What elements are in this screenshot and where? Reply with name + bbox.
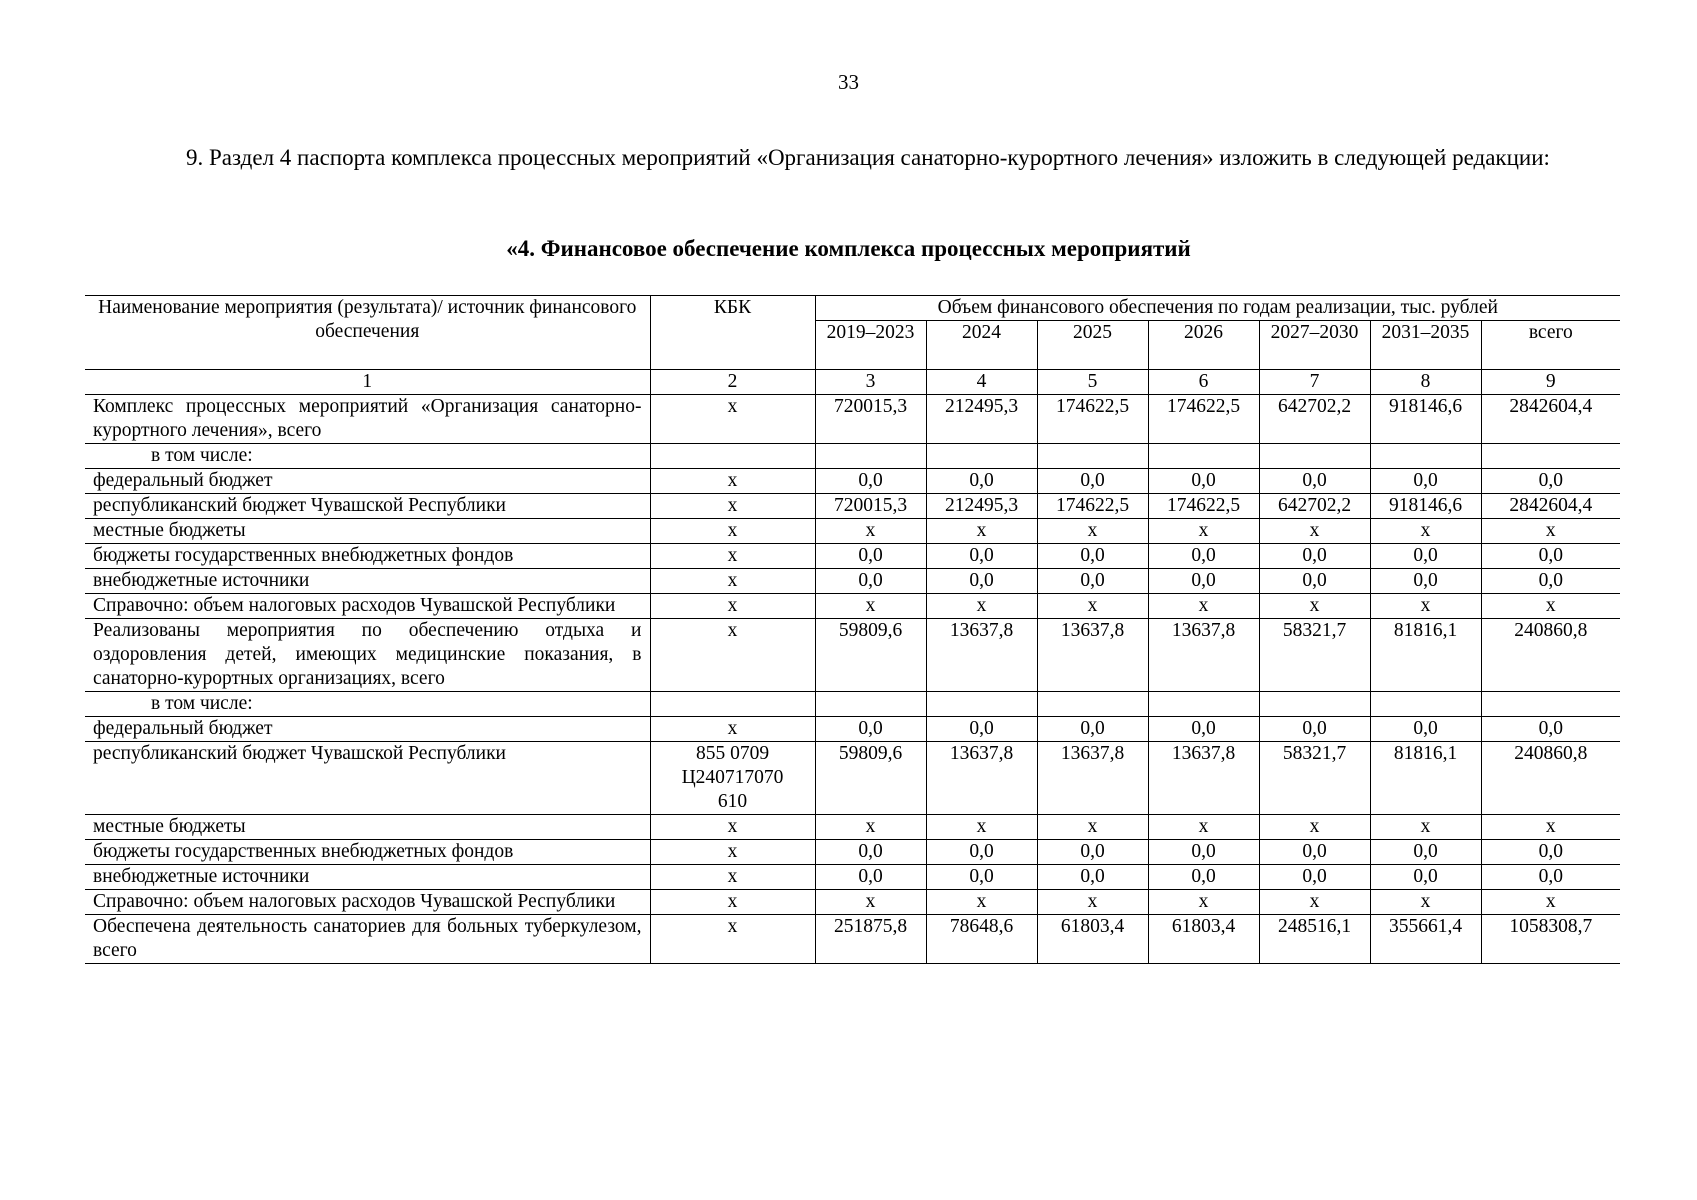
header-row [85, 296, 1620, 321]
row-value: х [926, 594, 1037, 619]
row-value: 0,0 [1481, 865, 1620, 890]
row-value: 0,0 [1148, 840, 1259, 865]
row-value: 174622,5 [1037, 494, 1148, 519]
row-value [926, 444, 1037, 469]
column-number: 4 [926, 370, 1037, 395]
row-value: х [1148, 519, 1259, 544]
column-number: 6 [1148, 370, 1259, 395]
row-value: 0,0 [926, 840, 1037, 865]
row-value: 0,0 [926, 865, 1037, 890]
row-value: 0,0 [1370, 865, 1481, 890]
row-value: 0,0 [1370, 717, 1481, 742]
row-value: 1058308,7 [1481, 915, 1620, 964]
row-value: 0,0 [1370, 840, 1481, 865]
row-value: 248516,1 [1259, 915, 1370, 964]
row-value: 2842604,4 [1481, 395, 1620, 444]
table-row [85, 915, 1620, 964]
row-value: 13637,8 [1148, 742, 1259, 815]
row-kbk: х [650, 594, 815, 619]
table-row [85, 742, 1620, 815]
row-value: 212495,3 [926, 395, 1037, 444]
row-value: х [1481, 519, 1620, 544]
row-value: 0,0 [1481, 469, 1620, 494]
row-value: х [926, 519, 1037, 544]
row-value: х [1481, 890, 1620, 915]
table-row [85, 840, 1620, 865]
row-value: 0,0 [926, 544, 1037, 569]
row-name: внебюджетные источники [85, 569, 650, 594]
row-kbk: х [650, 840, 815, 865]
financing-table [85, 295, 1620, 964]
row-value [815, 444, 926, 469]
row-value: 2842604,4 [1481, 494, 1620, 519]
row-name: Комплекс процессных мероприятий «Организация санаторно-курортного лечения», всего [85, 395, 650, 444]
table-row [85, 395, 1620, 444]
row-value: х [1481, 594, 1620, 619]
column-number: 8 [1370, 370, 1481, 395]
row-value: х [815, 519, 926, 544]
table-row [85, 815, 1620, 840]
row-value: 0,0 [1148, 717, 1259, 742]
row-name: федеральный бюджет [85, 717, 650, 742]
table-row [85, 865, 1620, 890]
row-value: х [1148, 890, 1259, 915]
row-value: 0,0 [815, 469, 926, 494]
row-value: 174622,5 [1148, 494, 1259, 519]
table-row [85, 717, 1620, 742]
row-value: 13637,8 [1037, 742, 1148, 815]
table-row [85, 469, 1620, 494]
row-value: 58321,7 [1259, 619, 1370, 692]
column-number: 7 [1259, 370, 1370, 395]
column-numbers-row [85, 370, 1620, 395]
row-value: 0,0 [1481, 544, 1620, 569]
row-value: 0,0 [1037, 469, 1148, 494]
row-value [1481, 444, 1620, 469]
row-name: внебюджетные источники [85, 865, 650, 890]
row-name: местные бюджеты [85, 815, 650, 840]
row-kbk: х [650, 890, 815, 915]
row-value: 0,0 [815, 840, 926, 865]
table-row [85, 692, 1620, 717]
row-value: 0,0 [1148, 865, 1259, 890]
section-title: «4. Финансовое обеспечение комплекса процессных мероприятий [506, 236, 1191, 261]
row-value: 59809,6 [815, 742, 926, 815]
row-name: Справочно: объем налоговых расходов Чувашской Республики [85, 890, 650, 915]
row-value: 174622,5 [1148, 395, 1259, 444]
row-value: 0,0 [926, 569, 1037, 594]
row-value: 0,0 [1037, 544, 1148, 569]
header-year: 2025 [1037, 321, 1148, 370]
row-value: 174622,5 [1037, 395, 1148, 444]
row-value: х [1037, 594, 1148, 619]
header-volume: Объем финансового обеспечения по годам реализации, тыс. рублей [815, 296, 1620, 321]
row-value: 642702,2 [1259, 494, 1370, 519]
row-name: федеральный бюджет [85, 469, 650, 494]
row-name: бюджеты государственных внебюджетных фондов [85, 840, 650, 865]
row-value: 240860,8 [1481, 742, 1620, 815]
row-value: х [1259, 890, 1370, 915]
row-value: 0,0 [1037, 840, 1148, 865]
row-value: х [1259, 519, 1370, 544]
row-kbk: х [650, 544, 815, 569]
row-value: 0,0 [1259, 569, 1370, 594]
row-value: 918146,6 [1370, 395, 1481, 444]
row-name: Справочно: объем налоговых расходов Чувашской Республики [85, 594, 650, 619]
row-value: 0,0 [815, 717, 926, 742]
row-value: х [1148, 594, 1259, 619]
header-year: 2027–2030 [1259, 321, 1370, 370]
row-value: 0,0 [1481, 717, 1620, 742]
row-value: х [1037, 519, 1148, 544]
row-value: 0,0 [1037, 865, 1148, 890]
row-value: 61803,4 [1037, 915, 1148, 964]
row-name: республиканский бюджет Чувашской Республики [85, 494, 650, 519]
row-value: 0,0 [1148, 569, 1259, 594]
row-value [1370, 692, 1481, 717]
row-value [1370, 444, 1481, 469]
row-name: бюджеты государственных внебюджетных фондов [85, 544, 650, 569]
row-value: 212495,3 [926, 494, 1037, 519]
row-name: в том числе: [85, 692, 650, 717]
header-name: Наименование мероприятия (результата)/ источник финансового обеспечения [85, 296, 650, 370]
row-value: 13637,8 [1037, 619, 1148, 692]
row-value: 0,0 [1481, 840, 1620, 865]
row-value: х [1370, 594, 1481, 619]
row-value: х [926, 815, 1037, 840]
row-value [926, 692, 1037, 717]
row-value: 642702,2 [1259, 395, 1370, 444]
row-value: х [1370, 815, 1481, 840]
row-value: 0,0 [1370, 569, 1481, 594]
row-value [1481, 692, 1620, 717]
row-kbk: х [650, 469, 815, 494]
row-value [1148, 444, 1259, 469]
table-row [85, 544, 1620, 569]
row-value: х [1370, 519, 1481, 544]
row-value: 0,0 [1037, 569, 1148, 594]
row-value: 355661,4 [1370, 915, 1481, 964]
row-value [1259, 444, 1370, 469]
row-value: 720015,3 [815, 494, 926, 519]
row-value [1037, 444, 1148, 469]
row-name: местные бюджеты [85, 519, 650, 544]
row-value: 0,0 [1259, 469, 1370, 494]
row-value: 0,0 [815, 865, 926, 890]
row-name: Реализованы мероприятия по обеспечению отдыха и оздоровления детей, имеющих медицинские показания, в санаторно-курортных организациях, всего [85, 619, 650, 692]
row-value: 918146,6 [1370, 494, 1481, 519]
intro-paragraph: 9. Раздел 4 паспорта комплекса процессных мероприятий «Организация санаторно-курортного лечения» изложить в следующей редакции: [186, 145, 1550, 170]
row-value: 0,0 [1259, 840, 1370, 865]
row-kbk: х [650, 619, 815, 692]
row-value: х [926, 890, 1037, 915]
column-number: 2 [650, 370, 815, 395]
row-name: в том числе: [85, 444, 650, 469]
row-value: 61803,4 [1148, 915, 1259, 964]
row-value: 0,0 [926, 717, 1037, 742]
row-value: 81816,1 [1370, 619, 1481, 692]
row-kbk: х [650, 717, 815, 742]
row-kbk [650, 692, 815, 717]
row-value: 13637,8 [926, 742, 1037, 815]
row-kbk: х [650, 395, 815, 444]
row-name: Обеспечена деятельность санаториев для больных туберкулезом, всего [85, 915, 650, 964]
row-value: х [1481, 815, 1620, 840]
row-name: республиканский бюджет Чувашской Республики [85, 742, 650, 815]
row-value: 59809,6 [815, 619, 926, 692]
row-value: 0,0 [815, 544, 926, 569]
row-value: 0,0 [1037, 717, 1148, 742]
column-number: 5 [1037, 370, 1148, 395]
row-kbk: х [650, 569, 815, 594]
row-kbk: х [650, 494, 815, 519]
row-value: х [1259, 594, 1370, 619]
table-row [85, 619, 1620, 692]
row-value: х [1370, 890, 1481, 915]
row-value: 13637,8 [926, 619, 1037, 692]
row-value: 0,0 [1481, 569, 1620, 594]
row-value: х [815, 890, 926, 915]
row-value: 0,0 [926, 469, 1037, 494]
row-value: 0,0 [1259, 717, 1370, 742]
row-value: х [1037, 815, 1148, 840]
row-value: х [815, 594, 926, 619]
column-number: 1 [85, 370, 650, 395]
row-value: 240860,8 [1481, 619, 1620, 692]
row-value: х [1259, 815, 1370, 840]
row-value [1148, 692, 1259, 717]
row-value [815, 692, 926, 717]
row-value: х [1148, 815, 1259, 840]
column-number: 3 [815, 370, 926, 395]
row-value: 0,0 [815, 569, 926, 594]
row-value: 0,0 [1148, 544, 1259, 569]
row-value: 0,0 [1370, 469, 1481, 494]
row-value: 0,0 [1259, 865, 1370, 890]
row-value: 251875,8 [815, 915, 926, 964]
row-value: 81816,1 [1370, 742, 1481, 815]
table-row [85, 519, 1620, 544]
row-value: х [815, 815, 926, 840]
row-value: 58321,7 [1259, 742, 1370, 815]
row-value: 0,0 [1148, 469, 1259, 494]
table-row [85, 890, 1620, 915]
row-value: 720015,3 [815, 395, 926, 444]
table-row [85, 444, 1620, 469]
table-row [85, 494, 1620, 519]
row-value: 13637,8 [1148, 619, 1259, 692]
row-value: 0,0 [1259, 544, 1370, 569]
row-value: х [1037, 890, 1148, 915]
header-kbk: КБК [650, 296, 815, 370]
row-value: 78648,6 [926, 915, 1037, 964]
row-kbk: х [650, 865, 815, 890]
header-year: 2024 [926, 321, 1037, 370]
header-year: 2026 [1148, 321, 1259, 370]
page-number: 33 [838, 70, 859, 94]
header-year: всего [1481, 321, 1620, 370]
row-kbk: х [650, 815, 815, 840]
header-year: 2019–2023 [815, 321, 926, 370]
row-kbk: х [650, 519, 815, 544]
table-row [85, 569, 1620, 594]
column-number: 9 [1481, 370, 1620, 395]
row-value [1037, 692, 1148, 717]
header-year: 2031–2035 [1370, 321, 1481, 370]
row-value [1259, 692, 1370, 717]
row-kbk: 855 0709 Ц240717070 610 [650, 742, 815, 815]
table-row [85, 594, 1620, 619]
row-kbk: х [650, 915, 815, 964]
row-kbk [650, 444, 815, 469]
row-value: 0,0 [1370, 544, 1481, 569]
